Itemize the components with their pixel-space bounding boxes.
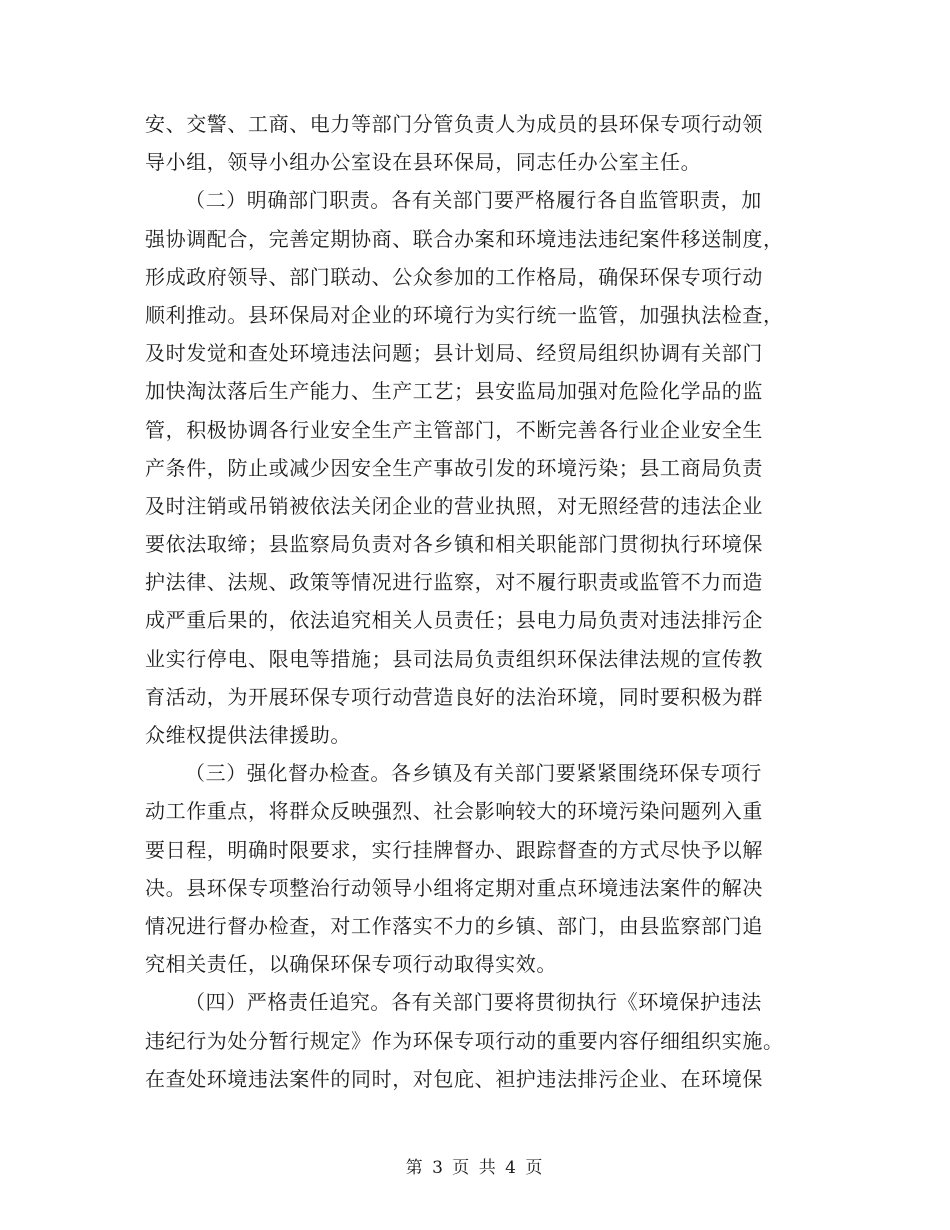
text-line: 导小组，领导小组办公室设在县环保局，同志任办公室主任。 xyxy=(145,150,702,175)
text-line: 顺利推动。县环保局对企业的环境行为实行统一监管，加强执法检查， xyxy=(145,302,784,327)
text-line: 在查处环境违法案件的同时，对包庇、袒护违法排污企业、在环境保 xyxy=(145,1066,763,1091)
document-body xyxy=(145,105,805,1098)
page-number-footer: 第 3 页 共 4 页 xyxy=(405,1158,545,1178)
text-line: 违纪行为处分暂行规定》作为环保专项行动的重要内容仔细组织实施。 xyxy=(145,1028,784,1053)
text-line: 育活动，为开展环保专项行动营造良好的法治环境，同时要积极为群 xyxy=(145,684,763,709)
text-line: 究相关责任，以确保环保专项行动取得实效。 xyxy=(145,952,557,977)
text-line: 护法律、法规、政策等情况进行监察，对不履行职责或监管不力而造 xyxy=(145,570,763,595)
text-line: 及时注销或吊销被依法关闭企业的营业执照，对无照经营的违法企业 xyxy=(145,493,763,518)
text-line: 决。县环保专项整治行动领导小组将定期对重点环境违法案件的解决 xyxy=(145,875,763,900)
text-line: 强协调配合，完善定期协商、联合办案和环境违法违纪案件移送制度， xyxy=(145,226,784,251)
text-line: 众维权提供法律援助。 xyxy=(145,723,351,747)
paragraph-heading-line: （四）严格责任追究。各有关部门要将贯彻执行《环境保护违法 xyxy=(185,990,762,1015)
text-line: 加快淘汰落后生产能力、生产工艺；县安监局加强对危险化学品的监 xyxy=(145,379,763,404)
text-line: 管，积极协调各行业安全生产主管部门，不断完善各行业企业安全生 xyxy=(145,417,763,442)
text-line: 动工作重点，将群众反映强烈、社会影响较大的环境污染问题列入重 xyxy=(145,799,763,824)
text-line: 成严重后果的，依法追究相关人员责任；县电力局负责对违法排污企 xyxy=(145,608,763,633)
paragraph-heading-line: （三）强化督办检查。各乡镇及有关部门要紧紧围绕环保专项行 xyxy=(185,761,762,786)
text-line: 产条件，防止或减少因安全生产事故引发的环境污染；县工商局负责 xyxy=(145,455,763,480)
text-line: 要日程，明确时限要求，实行挂牌督办、跟踪督查的方式尽快予以解 xyxy=(145,837,763,862)
paragraph-heading-line: （二）明确部门职责。各有关部门要严格履行各自监管职责，加 xyxy=(185,188,762,213)
text-line: 安、交警、工商、电力等部门分管负责人为成员的县环保专项行动领 xyxy=(145,112,763,136)
text-line: 形成政府领导、部门联动、公众参加的工作格局，确保环保专项行动 xyxy=(145,264,763,289)
text-line: 业实行停电、限电等措施；县司法局负责组织环保法律法规的宣传教 xyxy=(145,646,763,671)
text-line: 情况进行督办检查，对工作落实不力的乡镇、部门，由县监察部门追 xyxy=(145,913,763,938)
text-line: 要依法取缔；县监察局负责对各乡镇和相关职能部门贯彻执行环境保 xyxy=(145,532,763,557)
text-line: 及时发觉和查处环境违法问题；县计划局、经贸局组织协调有关部门 xyxy=(145,341,763,366)
